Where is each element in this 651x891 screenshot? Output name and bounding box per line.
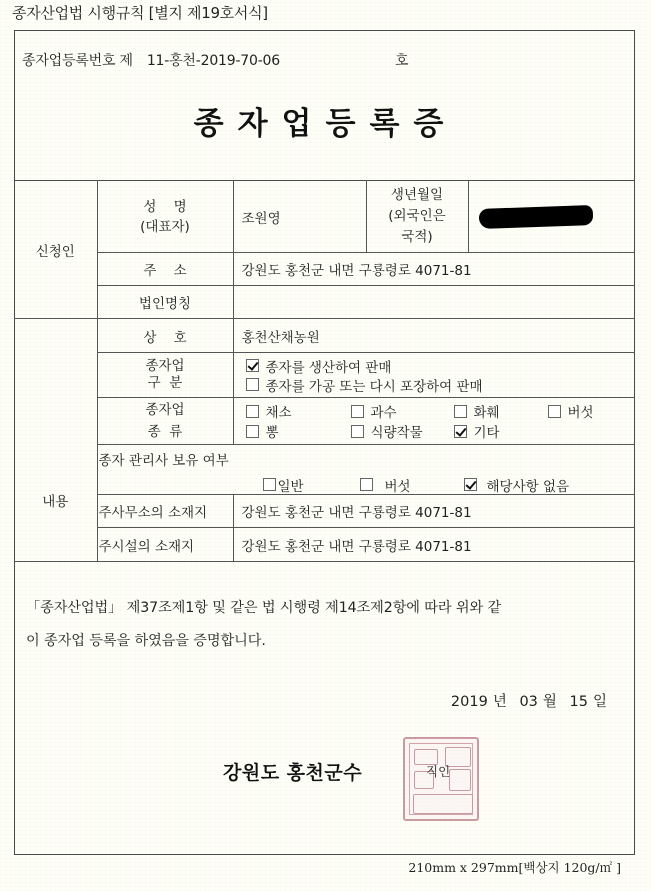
business-type-label: 종자업 구 분 [97, 353, 233, 398]
office-location-label: 주사무소의 소재지 [97, 495, 233, 528]
table-row [14, 253, 635, 286]
trade-name-value: 홍천산채농원 [233, 319, 635, 353]
table-row [14, 319, 635, 353]
category-options [233, 398, 635, 445]
checkbox-unchecked-icon[interactable] [454, 405, 467, 418]
category-option-vegetable[interactable]: 채소 [246, 402, 351, 420]
category-label: 종자업 종 류 [97, 398, 233, 445]
name-value: 조원영 [233, 181, 366, 253]
checkbox-unchecked-icon[interactable] [263, 478, 276, 491]
category-option-food-crop[interactable]: 식량작물 [351, 422, 454, 440]
business-type-options [233, 353, 635, 398]
name-label: 성 명 (대표자) [97, 181, 233, 253]
registration-number: 11-홍천-2019-70-06 [146, 53, 280, 69]
redaction-mark [478, 205, 593, 229]
registration-label: 종자업등록번호 제 [22, 53, 133, 69]
office-location-value: 강원도 홍천군 내면 구룡령로 4071-81 [233, 495, 635, 528]
corp-name-value [233, 286, 635, 319]
manager-option-none[interactable]: 해당사항 없음 [464, 475, 570, 494]
facility-location-value: 강원도 홍천군 내면 구룡령로 4071-81 [233, 528, 635, 562]
registration-number-line [22, 50, 409, 70]
table-row [14, 353, 635, 398]
registration-suffix: 호 [395, 53, 409, 69]
checkbox-unchecked-icon[interactable] [351, 405, 364, 418]
address-label: 주 소 [97, 253, 233, 286]
checkbox-checked-icon[interactable] [246, 359, 259, 372]
checkbox-unchecked-icon[interactable] [246, 378, 259, 391]
category-option-flower[interactable]: 화훼 [454, 402, 548, 420]
checkbox-unchecked-icon[interactable] [360, 478, 373, 491]
document-title: 종자업등록증 [193, 106, 458, 142]
seed-manager-cell [97, 445, 635, 495]
birth-date-value [468, 181, 635, 253]
checkbox-unchecked-icon[interactable] [548, 405, 561, 418]
content-section-label: 내용 [14, 319, 97, 562]
category-option-fruit[interactable]: 과수 [351, 402, 454, 420]
checkbox-checked-icon[interactable] [464, 478, 477, 491]
table-row [14, 398, 635, 445]
form-label: 종자산업법 시행규칙 [별지 제19호서식] [12, 4, 268, 22]
table-row [14, 495, 635, 528]
business-type-option[interactable]: 종자를 생산하여 판매 [246, 356, 628, 375]
paper-spec: 210mm x 297mm[백상지 120g/㎡ ] [408, 860, 621, 875]
table-row [14, 286, 635, 319]
facility-location-label: 주시설의 소재지 [97, 528, 233, 562]
manager-option-general[interactable]: 일반 [263, 475, 360, 494]
seal-label: 직인 [426, 764, 451, 779]
business-type-option[interactable]: 종자를 가공 또는 다시 포장하여 판매 [246, 375, 628, 394]
corp-name-label: 법인명칭 [97, 286, 233, 319]
issuer-name: 강원도 홍천군수 [223, 762, 363, 784]
certification-statement: 「종자산업법」 제37조제1항 및 같은 법 시행령 제14조제2항에 따라 위와 같 이 종자업 등록을 하였음을 증명합니다. [26, 600, 502, 649]
birth-date-label: 생년월일 (외국인은 국적) [366, 181, 468, 253]
checkbox-checked-icon[interactable] [454, 425, 467, 438]
checkbox-unchecked-icon[interactable] [246, 425, 259, 438]
manager-option-mushroom[interactable]: 버섯 [360, 475, 464, 494]
table-row [14, 181, 635, 253]
address-value: 강원도 홍천군 내면 구룡령로 4071-81 [233, 253, 635, 286]
seed-manager-options [263, 475, 636, 494]
table-row [14, 445, 635, 495]
category-option-mulberry[interactable]: 뽕 [246, 422, 351, 440]
checkbox-unchecked-icon[interactable] [351, 425, 364, 438]
seed-manager-label: 종자 관리사 보유 여부 [98, 453, 229, 469]
trade-name-label: 상 호 [97, 319, 233, 353]
registration-table [14, 180, 635, 562]
issue-date: 2019 년 03 월 15 일 [450, 694, 607, 710]
category-option-other[interactable]: 기타 [454, 422, 548, 440]
applicant-section-label: 신청인 [14, 181, 97, 319]
checkbox-unchecked-icon[interactable] [246, 405, 259, 418]
category-option-mushroom[interactable]: 버섯 [548, 402, 628, 420]
table-row [14, 528, 635, 562]
